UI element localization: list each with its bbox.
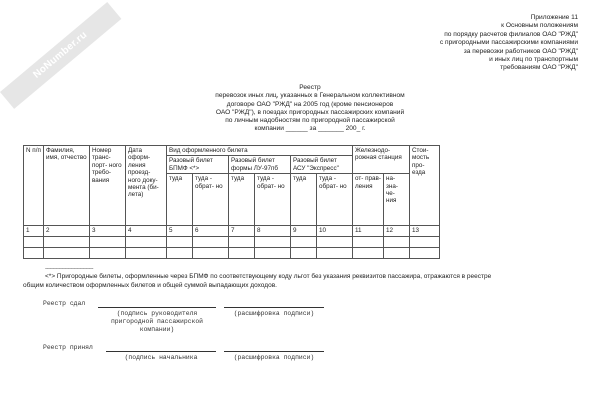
column-number: 1 xyxy=(24,226,44,236)
table-cell xyxy=(44,247,90,258)
header-round-trip: туда - обрат- но xyxy=(193,174,229,226)
title-line: компании ______ за _______ 200_ г. xyxy=(254,125,366,133)
table-cell xyxy=(317,247,353,258)
appendix-line: Приложение 11 xyxy=(530,14,578,21)
title-line: перевозок иных лиц, указанных в Генеральном коллективном xyxy=(215,92,405,100)
footnote-separator: -------------------------------- xyxy=(45,266,93,272)
column-number: 12 xyxy=(384,226,410,236)
caption-line: (подпись руководителя xyxy=(116,310,198,317)
column-number: 9 xyxy=(291,226,317,236)
watermark-text: NoNumber.ru xyxy=(31,29,90,81)
received-decode-line[interactable] xyxy=(224,351,324,352)
registry-table xyxy=(23,145,440,259)
title-line: договоре ОАО "РЖД" на 2005 год (кроме пенсионеров xyxy=(226,100,394,108)
header-station: Железнодо- рожная станция xyxy=(353,146,410,174)
appendix-header xyxy=(440,14,578,73)
header-fio: Фамилия, имя, отчество xyxy=(44,146,90,226)
header-cost: Стои- мость про- езда xyxy=(410,146,440,226)
table-cell xyxy=(90,236,126,247)
appendix-line: по порядку расчетов филиалов ОАО "РЖД" xyxy=(444,30,578,38)
table-cell xyxy=(353,236,384,247)
received-caption: (подпись начальника xyxy=(124,354,198,361)
handed-caption xyxy=(98,310,216,334)
handed-signature-line[interactable] xyxy=(98,307,216,308)
footnote-line-2: общим количеством оформленных билетов и общей суммой выпадающих доходов. xyxy=(23,282,277,289)
table-cell xyxy=(255,236,291,247)
table-cell xyxy=(167,247,193,258)
column-number: 11 xyxy=(353,226,384,236)
footnote xyxy=(23,272,583,290)
received-label: Реестр принял xyxy=(43,344,93,351)
table-cell xyxy=(90,247,126,258)
header-one-way: туда xyxy=(229,174,255,226)
header-round-trip: туда - обрат- но xyxy=(317,174,353,226)
header-date: Дата оформ- ления проезд- ного доку- мента (би- лета) xyxy=(126,146,167,226)
header-departure: от- прав- ления xyxy=(353,174,384,226)
table-cell xyxy=(24,236,44,247)
header-np: N п/п xyxy=(24,146,44,226)
header-lu97: Разовый билет формы ЛУ-97пб xyxy=(229,156,291,174)
header-req-no: Номер транс- порт- ного требо- вания xyxy=(90,146,126,226)
column-number: 8 xyxy=(255,226,291,236)
table-cell xyxy=(126,236,167,247)
table-cell xyxy=(410,236,440,247)
header-one-way: туда xyxy=(291,174,317,226)
table-row xyxy=(24,236,440,247)
table-cell xyxy=(353,247,384,258)
title-line: ОАО "РЖД"), в поездах пригородных пассажирских компаний xyxy=(215,108,405,116)
table-cell xyxy=(291,247,317,258)
header-ticket-type: Вид оформленного билета xyxy=(167,146,353,156)
appendix-line: к Основным положениям xyxy=(501,22,578,30)
appendix-line: с пригородными пассажирскими компаниями xyxy=(439,39,578,47)
table-cell xyxy=(410,247,440,258)
column-number: 5 xyxy=(167,226,193,236)
received-signature-line[interactable] xyxy=(106,351,216,352)
caption-line: компании) xyxy=(139,326,175,333)
table-cell xyxy=(384,247,410,258)
table-cell xyxy=(291,236,317,247)
header-asu: Разовый билет АСУ "Экспресс" xyxy=(291,156,353,174)
table-cell xyxy=(317,236,353,247)
watermark xyxy=(0,2,121,109)
column-number: 4 xyxy=(126,226,167,236)
received-decode-caption: (расшифровка подписи) xyxy=(233,354,315,361)
table-cell xyxy=(255,247,291,258)
table-cell xyxy=(384,236,410,247)
column-number: 7 xyxy=(229,226,255,236)
column-number: 13 xyxy=(410,226,440,236)
table-cell xyxy=(229,247,255,258)
table-cell xyxy=(24,247,44,258)
table-row xyxy=(24,247,440,258)
column-number: 2 xyxy=(44,226,90,236)
document-title xyxy=(180,84,440,134)
table-cell xyxy=(193,247,229,258)
appendix-line: требованиям ОАО "РЖД" xyxy=(500,64,578,72)
header-round-trip: туда - обрат- но xyxy=(255,174,291,226)
header-one-way: туда xyxy=(167,174,193,226)
column-number: 10 xyxy=(317,226,353,236)
column-number-row xyxy=(24,226,440,236)
caption-line: пригородной пассажирской xyxy=(110,318,204,325)
table-cell xyxy=(44,236,90,247)
header-bpmf: Разовый билет БПМФ <*> xyxy=(167,156,229,174)
table-cell xyxy=(126,247,167,258)
handed-decode-caption: (расшифровка подписи) xyxy=(233,310,315,317)
title-line: Реестр xyxy=(299,84,321,91)
table-cell xyxy=(167,236,193,247)
column-number: 6 xyxy=(193,226,229,236)
handed-label: Реестр сдал xyxy=(43,300,86,307)
footnote-line-1: <*> Пригородные билеты, оформленные через БПМФ по соответствующему коду льгот без указания реквизитов пассажира, отражаются в реестре xyxy=(45,273,492,280)
appendix-line: за перевозки работников ОАО "РЖД" xyxy=(463,47,578,55)
appendix-line: и иных лиц по транспортным xyxy=(489,56,578,64)
handed-decode-line[interactable] xyxy=(224,307,324,308)
title-line: по личным надобностям по пригородной пассажирской xyxy=(225,117,395,125)
table-cell xyxy=(229,236,255,247)
header-destination: на- зна- че- ния xyxy=(384,174,410,226)
column-number: 3 xyxy=(90,226,126,236)
table-cell xyxy=(193,236,229,247)
